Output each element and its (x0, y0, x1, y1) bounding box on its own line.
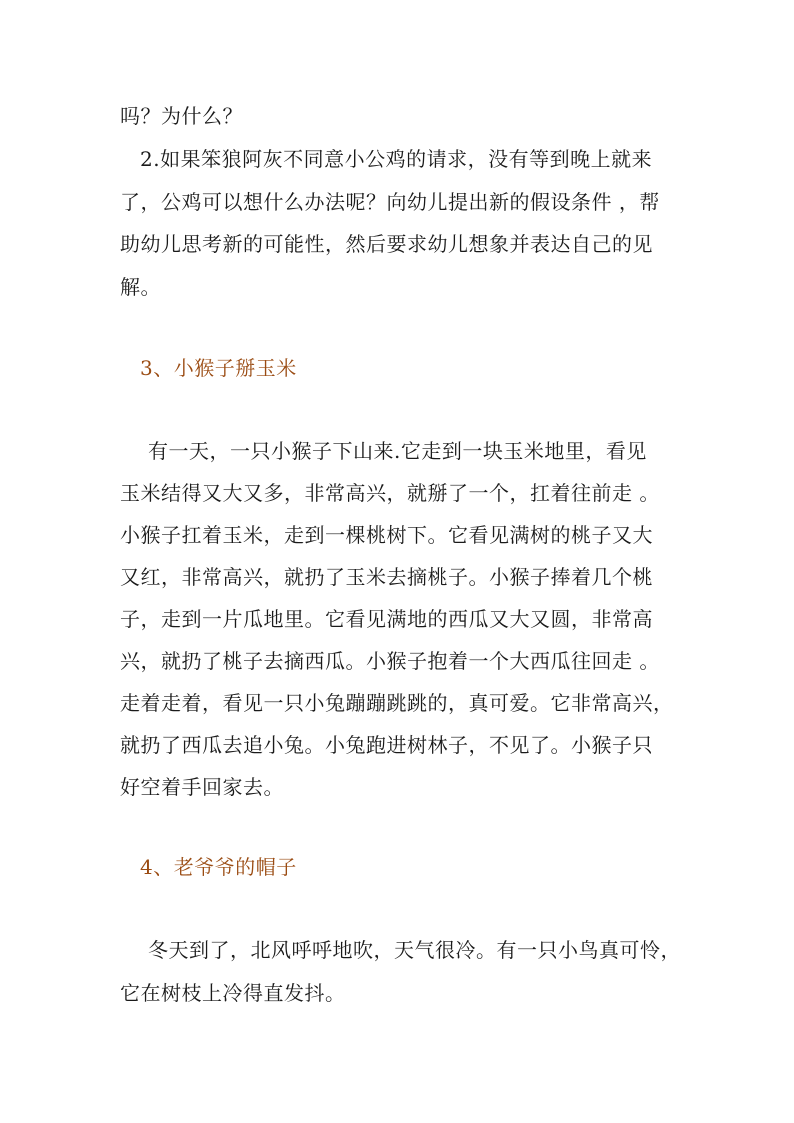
paragraph-line: 玉米结得又大又多，非常高兴，就掰了一个，扛着往前走 。 (120, 481, 660, 505)
section-heading: 3、小猴子掰玉米 (140, 356, 297, 380)
paragraph-line: 子，走到一片瓜地里。它看见满地的西瓜又大又圆，非常高 (120, 607, 653, 631)
paragraph-line: 又红，非常高兴，就扔了玉米去摘桃子。小猴子捧着几个桃 (120, 565, 653, 589)
paragraph-line: 吗？为什么？ (120, 104, 243, 128)
paragraph-line: 好空着手回家去。 (120, 775, 284, 799)
paragraph-line: 助幼儿思考新的可能性，然后要求幼儿想象并表达自己的见 (120, 232, 653, 256)
paragraph-line: 冬天到了，北风呼呼地吹，天气很冷。有一只小鸟真可怜， (148, 938, 681, 962)
paragraph-line: 了，公鸡可以想什么办法呢？向幼儿提出新的假设条件 ，帮 (120, 190, 660, 214)
paragraph-line: 走着走着，看见一只小兔蹦蹦跳跳的，真可爱。它非常高兴， (120, 691, 674, 715)
paragraph-line: 有一天，一只小猴子下山来.它走到一块玉米地里，看见 (148, 439, 647, 463)
paragraph-line: 兴，就扔了桃子去摘西瓜。小猴子抱着一个大西瓜往回走 。 (120, 649, 660, 673)
paragraph-line: 解。 (120, 275, 161, 299)
paragraph-line: 2.如果笨狼阿灰不同意小公鸡的请求，没有等到晚上就来 (140, 147, 653, 171)
paragraph-line: 它在树枝上冷得直发抖。 (120, 981, 346, 1005)
section-heading: 4、老爷爷的帽子 (140, 855, 297, 879)
paragraph-line: 小猴子扛着玉米，走到一棵桃树下。它看见满树的桃子又大 (120, 523, 653, 547)
paragraph-line: 就扔了西瓜去追小兔。小兔跑进树林子，不见了。小猴子只 (120, 733, 653, 757)
